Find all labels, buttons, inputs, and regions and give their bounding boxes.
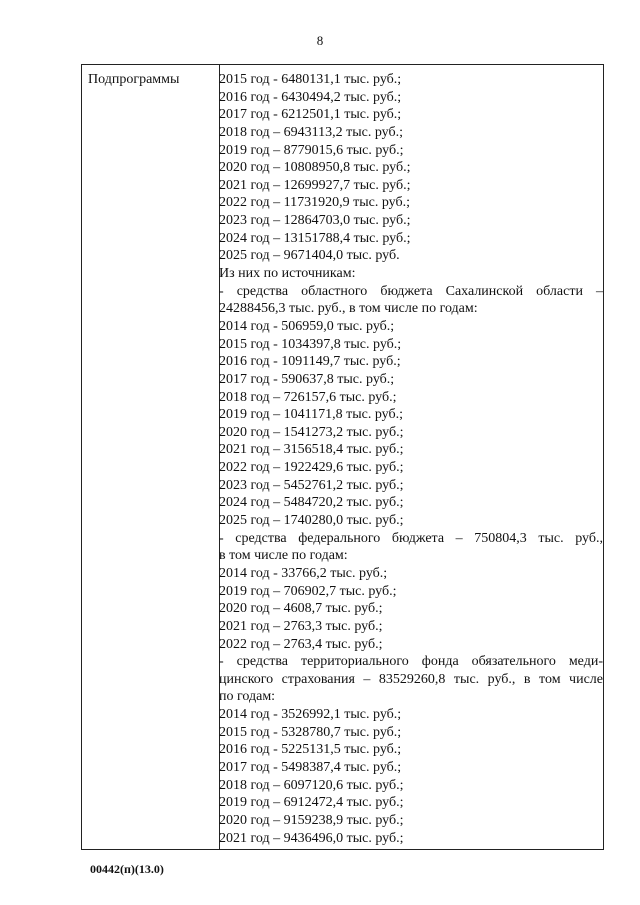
funding-line: 2014 год - 3526992,1 тыс. руб.; bbox=[219, 707, 402, 723]
funding-line: 24288456,3 тыс. руб., в том числе по годам: bbox=[219, 301, 478, 317]
funding-line: Из них по источникам: bbox=[219, 266, 356, 282]
funding-line: 2017 год - 6212501,1 тыс. руб.; bbox=[219, 107, 402, 123]
funding-line: 2014 год - 506959,0 тыс. руб.; bbox=[219, 318, 395, 334]
funding-line: 2015 год - 1034397,8 тыс. руб.; bbox=[219, 336, 402, 352]
funding-line: 2022 год – 11731920,9 тыс. руб.; bbox=[219, 195, 410, 211]
funding-line: по годам: bbox=[219, 689, 276, 705]
funding-line: 2025 год – 1740280,0 тыс. руб.; bbox=[219, 513, 404, 529]
funding-line: 2023 год – 5452761,2 тыс. руб.; bbox=[219, 477, 404, 493]
funding-line: 2014 год - 33766,2 тыс. руб.; bbox=[219, 565, 388, 581]
row-label: Подпрограммы bbox=[88, 72, 180, 87]
document-code: 00442(п)(13.0) bbox=[90, 862, 164, 876]
funding-line: 2023 год – 12864703,0 тыс. руб.; bbox=[219, 213, 411, 229]
funding-line: в том числе по годам: bbox=[219, 548, 348, 564]
funding-line: 2017 год - 5498387,4 тыс. руб.; bbox=[219, 759, 402, 775]
funding-line: 2019 год – 8779015,6 тыс. руб.; bbox=[219, 142, 404, 158]
funding-line: 2021 год – 3156518,4 тыс. руб.; bbox=[219, 442, 404, 458]
funding-line: 2016 год - 1091149,7 тыс. руб.; bbox=[219, 354, 401, 370]
funding-line: 2019 год – 1041171,8 тыс. руб.; bbox=[219, 407, 403, 423]
funding-line: цинского страхования – 83529260,8 тыс. руб., в том числе bbox=[219, 671, 603, 687]
funding-line: 2019 год – 6912472,4 тыс. руб.; bbox=[219, 795, 404, 811]
funding-line: 2020 год – 1541273,2 тыс. руб.; bbox=[219, 424, 404, 440]
funding-line: 2022 год – 1922429,6 тыс. руб.; bbox=[219, 460, 404, 476]
funding-line: 2021 год – 12699927,7 тыс. руб.; bbox=[219, 177, 411, 193]
funding-line: - средства территориального фонда обязательного меди- bbox=[219, 654, 603, 670]
funding-line: 2020 год – 10808950,8 тыс. руб.; bbox=[219, 160, 411, 176]
funding-line: 2016 год - 6430494,2 тыс. руб.; bbox=[219, 89, 402, 105]
funding-line: 2020 год – 4608,7 тыс. руб.; bbox=[219, 601, 383, 617]
funding-line: 2015 год - 5328780,7 тыс. руб.; bbox=[219, 724, 402, 740]
funding-line: 2015 год - 6480131,1 тыс. руб.; bbox=[219, 72, 402, 87]
funding-line: 2021 год – 2763,3 тыс. руб.; bbox=[219, 618, 383, 634]
funding-line: - средства областного бюджета Сахалинской области – bbox=[219, 283, 603, 299]
page-number: 8 bbox=[316, 33, 324, 48]
funding-line: 2025 год – 9671404,0 тыс. руб. bbox=[219, 248, 400, 264]
funding-line: 2018 год – 6943113,2 тыс. руб.; bbox=[219, 124, 403, 140]
funding-line: 2018 год – 726157,6 тыс. руб.; bbox=[219, 389, 397, 405]
funding-line: 2022 год – 2763,4 тыс. руб.; bbox=[219, 636, 383, 652]
funding-line: 2024 год – 13151788,4 тыс. руб.; bbox=[219, 230, 411, 246]
funding-line: 2021 год – 9436496,0 тыс. руб.; bbox=[219, 830, 404, 846]
funding-line: 2018 год – 6097120,6 тыс. руб.; bbox=[219, 777, 404, 793]
funding-line: - средства федерального бюджета – 750804,3 тыс. руб., bbox=[219, 530, 603, 546]
funding-line: 2019 год – 706902,7 тыс. руб.; bbox=[219, 583, 397, 599]
funding-line: 2024 год – 5484720,2 тыс. руб.; bbox=[219, 495, 404, 511]
program-table bbox=[81, 64, 604, 850]
funding-line: 2017 год - 590637,8 тыс. руб.; bbox=[219, 371, 395, 387]
funding-line: 2020 год – 9159238,9 тыс. руб.; bbox=[219, 812, 404, 828]
funding-line: 2016 год - 5225131,5 тыс. руб.; bbox=[219, 742, 402, 758]
row-value bbox=[219, 71, 605, 847]
